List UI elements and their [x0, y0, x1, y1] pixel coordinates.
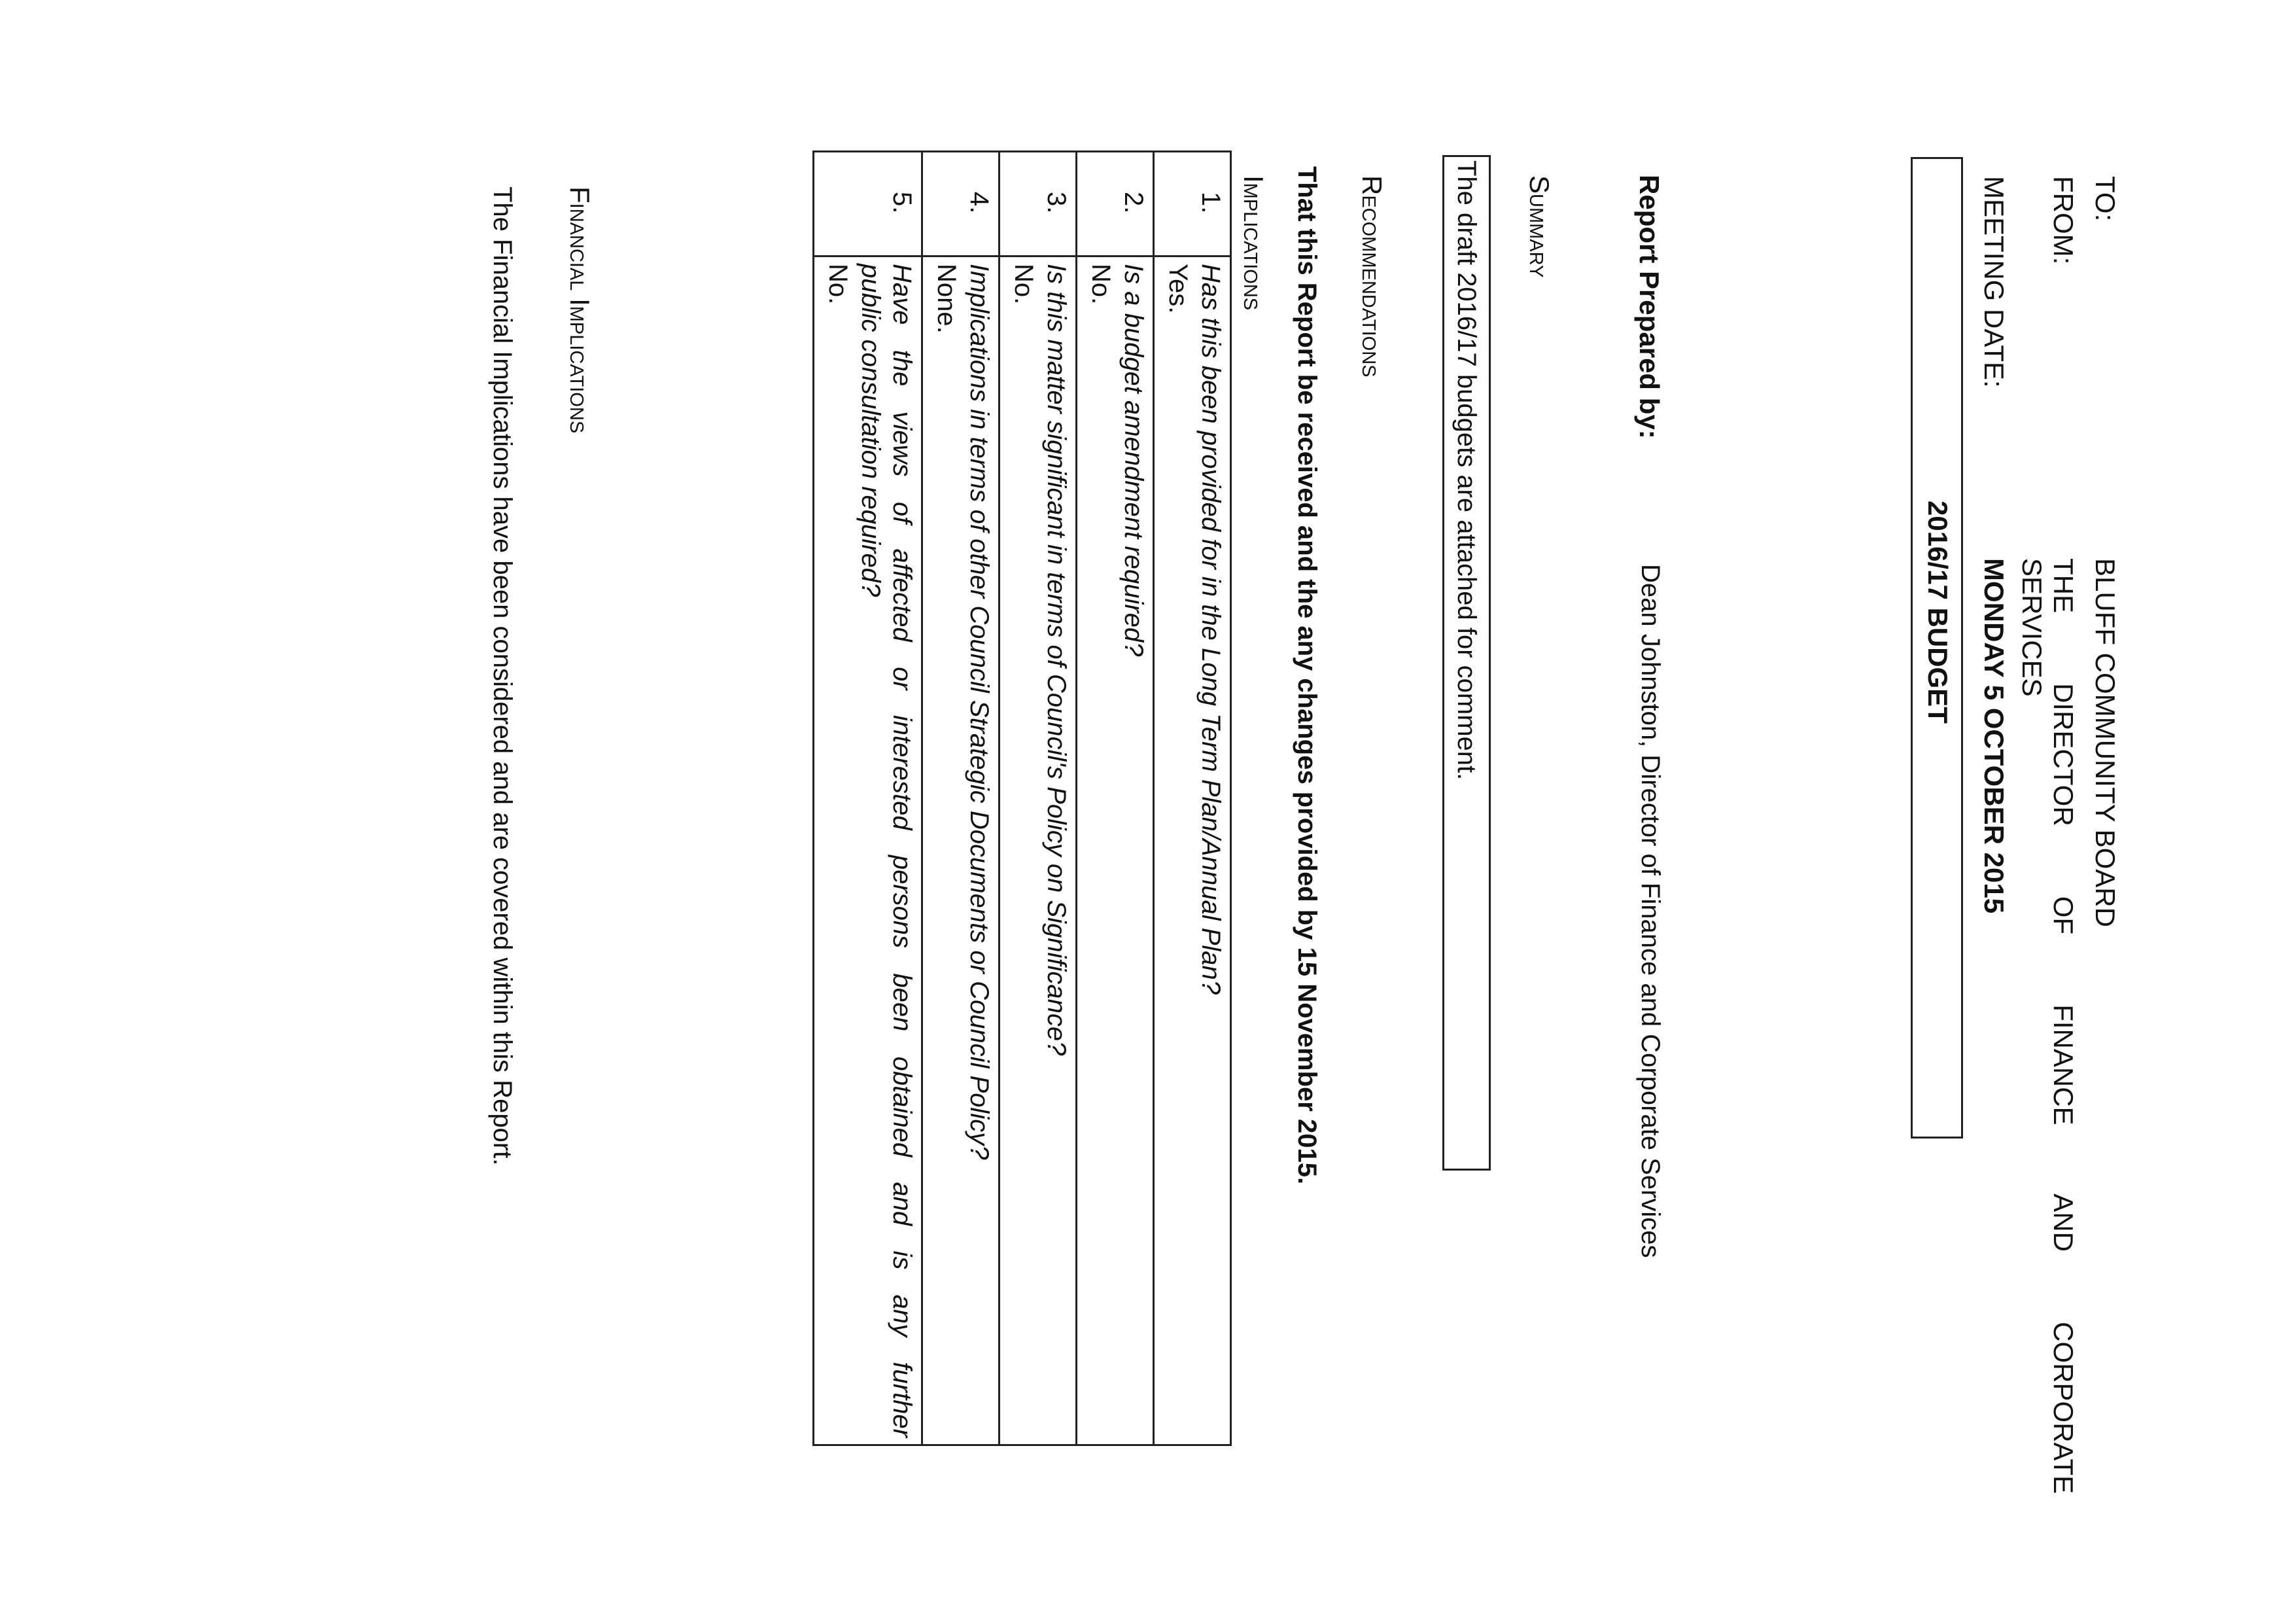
row-content [1077, 256, 1154, 1445]
table-row [1154, 152, 1231, 1445]
row-answer: No. [1009, 264, 1038, 305]
prepared-by-value: Dean Johnston, Director of Finance and Corporate Services [1636, 564, 1665, 1258]
implications-table [812, 150, 1232, 1446]
financial-heading: Financial Implications [565, 186, 595, 434]
meeting-date-label: MEETING DATE: [1979, 176, 2009, 388]
from-value-line1: THE DIRECTOR OF FINANCE AND CORPORATE [2048, 558, 2079, 1494]
table-row [1077, 152, 1154, 1445]
row-number: 5. [814, 152, 922, 256]
row-content [922, 256, 1000, 1445]
prepared-by-label: Report Prepared by: [1634, 175, 1665, 439]
implications-heading: Implications [1238, 175, 1269, 311]
row-question: Is this matter significant in terms of Council's Policy on Significance? [1042, 264, 1071, 1056]
financial-text: The Financial Implications have been considered and are covered within this Report. [488, 186, 517, 1166]
table-row [814, 152, 922, 1445]
row-content [814, 256, 922, 1445]
row-question: Is a budget amendment required? [1119, 264, 1148, 657]
to-label: TO: [2090, 176, 2121, 222]
table-row [922, 152, 1000, 1445]
to-value: BLUFF COMMUNITY BOARD [2090, 558, 2121, 927]
from-value-line2: SERVICES [2017, 558, 2047, 697]
row-question-line2: public consultation required? [856, 264, 885, 597]
row-answer: No. [824, 264, 852, 305]
row-answer: None. [932, 264, 961, 334]
row-content [1000, 256, 1077, 1445]
row-number: 3. [1000, 152, 1077, 256]
row-question: Has this been provided for in the Long Term Plan/Annual Plan? [1196, 264, 1225, 995]
row-answer: Yes. [1164, 264, 1192, 314]
row-content [1154, 256, 1231, 1445]
row-question-line1: Have the views of affected or interested persons been obtained and is any further [888, 264, 916, 1438]
row-question: Implications in terms of other Council Strategic Documents or Council Policy? [965, 264, 994, 1160]
row-number: 2. [1077, 152, 1154, 256]
summary-box: The draft 2016/17 budgets are attached for comment. [1442, 155, 1491, 1171]
meeting-date-value: MONDAY 5 OCTOBER 2015 [1979, 558, 2009, 914]
recommendations-heading: Recommendations [1357, 175, 1387, 378]
from-value [2016, 558, 2079, 1494]
report-title: 2016/17 BUDGET [1922, 501, 1953, 724]
table-row [1000, 152, 1077, 1445]
summary-heading: Summary [1524, 175, 1555, 278]
row-number: 1. [1154, 152, 1231, 256]
from-label: FROM: [2048, 176, 2079, 265]
recommendation-text: That this Report be received and the any changes provided by 15 November 2015. [1293, 166, 1321, 1185]
row-number: 4. [922, 152, 1000, 256]
row-answer: No. [1087, 264, 1115, 305]
